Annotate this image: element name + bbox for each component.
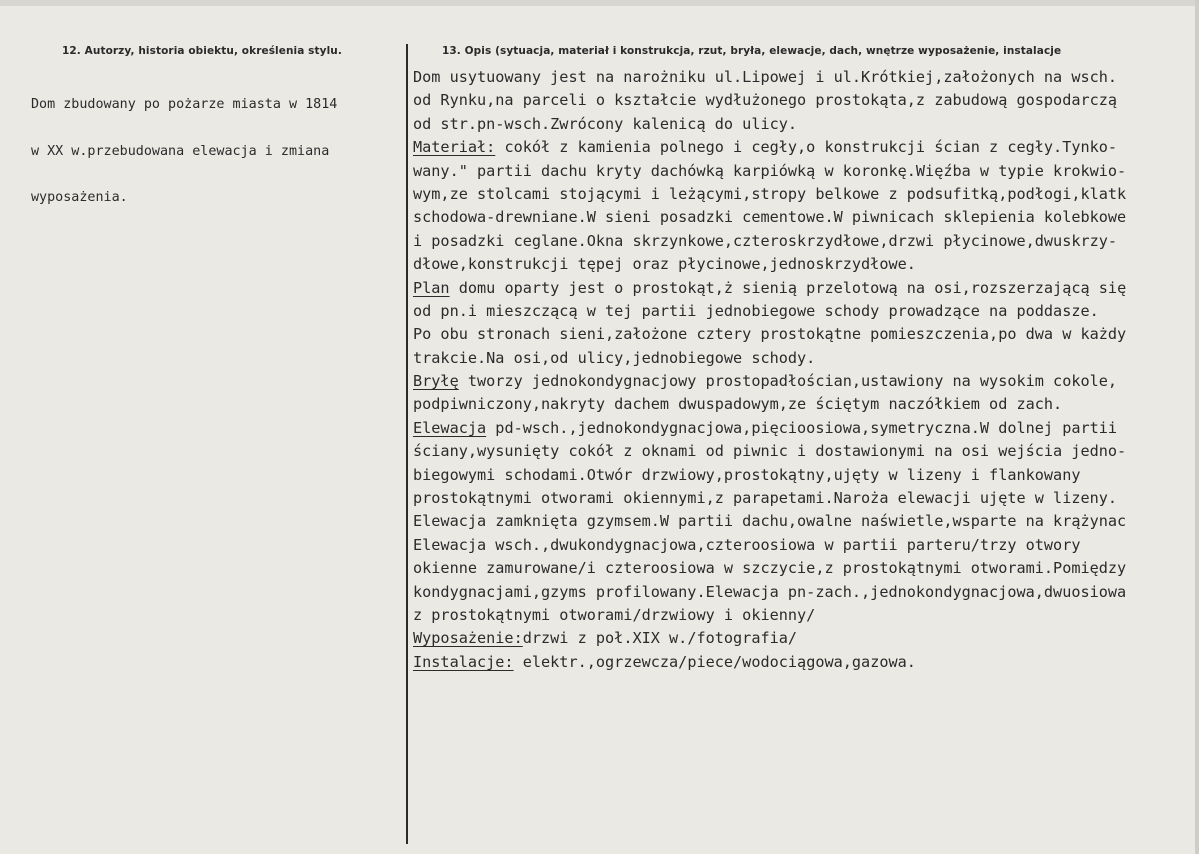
underlined-label: Wyposażenie: <box>413 629 523 648</box>
text-line <box>413 230 1197 253</box>
line-text: biegowymi schodami.Otwór drzwiowy,prostokątny,ujęty w lizeny i flankowany <box>413 465 1081 484</box>
text-line: wyposażenia. <box>31 190 128 205</box>
line-text: drzwi z poł.XIX w./fotografia/ <box>522 629 798 648</box>
line-text: dłowe,konstrukcji tępej oraz płycinowe,jednoskrzydłowe. <box>413 255 916 274</box>
line-text: od Rynku,na parceli o kształcie wydłużonego prostokąta,z zabudową gospodarczą <box>413 91 1118 110</box>
text-line: w XX w.przebudowana elewacja i zmiana <box>31 143 330 159</box>
line-text: ściany,wysunięty cokół z oknami od piwnic i dostawionymi na osi wejścia jedno- <box>413 442 1127 461</box>
underlined-label: Bryłę <box>413 372 459 391</box>
line-text: domu oparty jest o prostokąt,ż sienią przelotową na osi,rozszerzającą się <box>449 278 1127 297</box>
text-line <box>413 487 1197 510</box>
line-text: i posadzki ceglane.Okna skrzynkowe,czteroskrzydłowe,drzwi płycinowe,dwuskrzy- <box>413 231 1118 250</box>
text-line <box>413 113 1197 136</box>
line-text: z prostokątnymi otworami/drzwiowy i okienny/ <box>413 605 816 624</box>
line-text: tworzy jednokondygnacjowy prostopadłościan,ustawiony na wysokim cokole, <box>458 372 1118 391</box>
text-line <box>413 510 1197 533</box>
text-line <box>413 651 1197 674</box>
text-line <box>413 417 1197 440</box>
section-12-heading: 12. Autorzy, historia obiektu, określenia stylu. <box>62 45 342 57</box>
line-text: od str.pn-wsch.Zwrócony kalenicą do ulicy. <box>413 114 798 133</box>
column-divider <box>406 44 408 844</box>
text-line <box>413 440 1197 463</box>
underlined-label: Materiał: <box>413 138 496 157</box>
line-text: Elewacja wsch.,dwukondygnacjowa,czteroosiowa w partii parteru/trzy otwory <box>413 535 1081 554</box>
line-text: podpiwniczony,nakryty dachem dwuspadowym,ze ściętym naczółkiem od zach. <box>413 395 1063 414</box>
line-text: elektr.,ogrzewcza/piece/wodociągowa,gazowa. <box>513 652 916 671</box>
line-text: schodowa-drewniane.W sieni posadzki cementowe.W piwnicach sklepienia kolebkowe <box>413 208 1127 227</box>
line-text: kondygnacjami,gzyms profilowany.Elewacja pn-zach.,jednokondygnacjowa,dwuosiowa <box>413 582 1127 601</box>
line-text: cokół z kamienia polnego i cegły,o konstrukcji ścian z cegły.Tynko- <box>495 138 1118 157</box>
line-text: Dom usytuowany jest na narożniku ul.Lipowej i ul.Krótkiej,założonych na wsch. <box>413 68 1118 86</box>
text-line <box>413 604 1197 627</box>
text-line <box>413 300 1197 323</box>
underlined-label: Plan <box>413 278 450 297</box>
section-12-text <box>31 66 399 237</box>
text-line <box>413 627 1197 650</box>
line-text: Elewacja zamknięta gzymsem.W partii dachu,owalne naświetle,wsparte na krążynac <box>413 512 1127 531</box>
text-line <box>413 464 1197 487</box>
text-line <box>413 66 1197 89</box>
text-line <box>413 581 1197 604</box>
sheet-top-edge <box>0 0 1199 6</box>
underlined-label: Elewacja <box>413 418 487 437</box>
text-line <box>413 253 1197 276</box>
line-text: okienne zamurowane/i czteroosiowa w szczycie,z prostokątnymi otworami.Pomiędzy <box>413 559 1127 578</box>
text-line <box>413 347 1197 370</box>
line-text: trakcie.Na osi,od ulicy,jednobiegowe schody. <box>413 348 816 367</box>
line-text: pd-wsch.,jednokondygnacjowa,pięcioosiowa,symetryczna.W dolnej partii <box>486 418 1118 437</box>
line-text: od pn.i mieszczącą w tej partii jednobiegowe schody prowadzące na poddasze. <box>413 301 1099 320</box>
text-line <box>413 323 1197 346</box>
section-13-heading: 13. Opis (sytuacja, materiał i konstrukcja, rzut, bryła, elewacje, dach, wnętrze wyposażenie, instalacje <box>442 45 1062 57</box>
line-text: prostokątnymi otworami okiennymi,z parapetami.Naroża elewacji ujęte w lizeny. <box>413 489 1118 508</box>
text-line <box>413 557 1197 580</box>
underlined-label: Instalacje: <box>413 652 514 671</box>
text-line <box>413 160 1197 183</box>
text-line <box>413 89 1197 112</box>
line-text: wany." partii dachu kryty dachówką karpiówką w koronkę.Więźba w typie krokwio- <box>413 161 1127 180</box>
text-line: Dom zbudowany po pożarze miasta w 1814 <box>31 97 338 112</box>
text-line <box>413 393 1197 416</box>
text-line <box>413 136 1197 159</box>
text-line <box>413 277 1197 300</box>
section-13-text <box>413 66 1197 674</box>
text-line <box>413 370 1197 393</box>
text-line <box>413 206 1197 229</box>
text-line <box>413 183 1197 206</box>
text-line <box>413 534 1197 557</box>
line-text: wym,ze stolcami stojącymi i leżącymi,stropy belkowe z podsufitką,podłogi,klatk <box>413 184 1127 203</box>
line-text: Po obu stronach sieni,założone cztery prostokątne pomieszczenia,po dwa w każdy <box>413 325 1127 344</box>
